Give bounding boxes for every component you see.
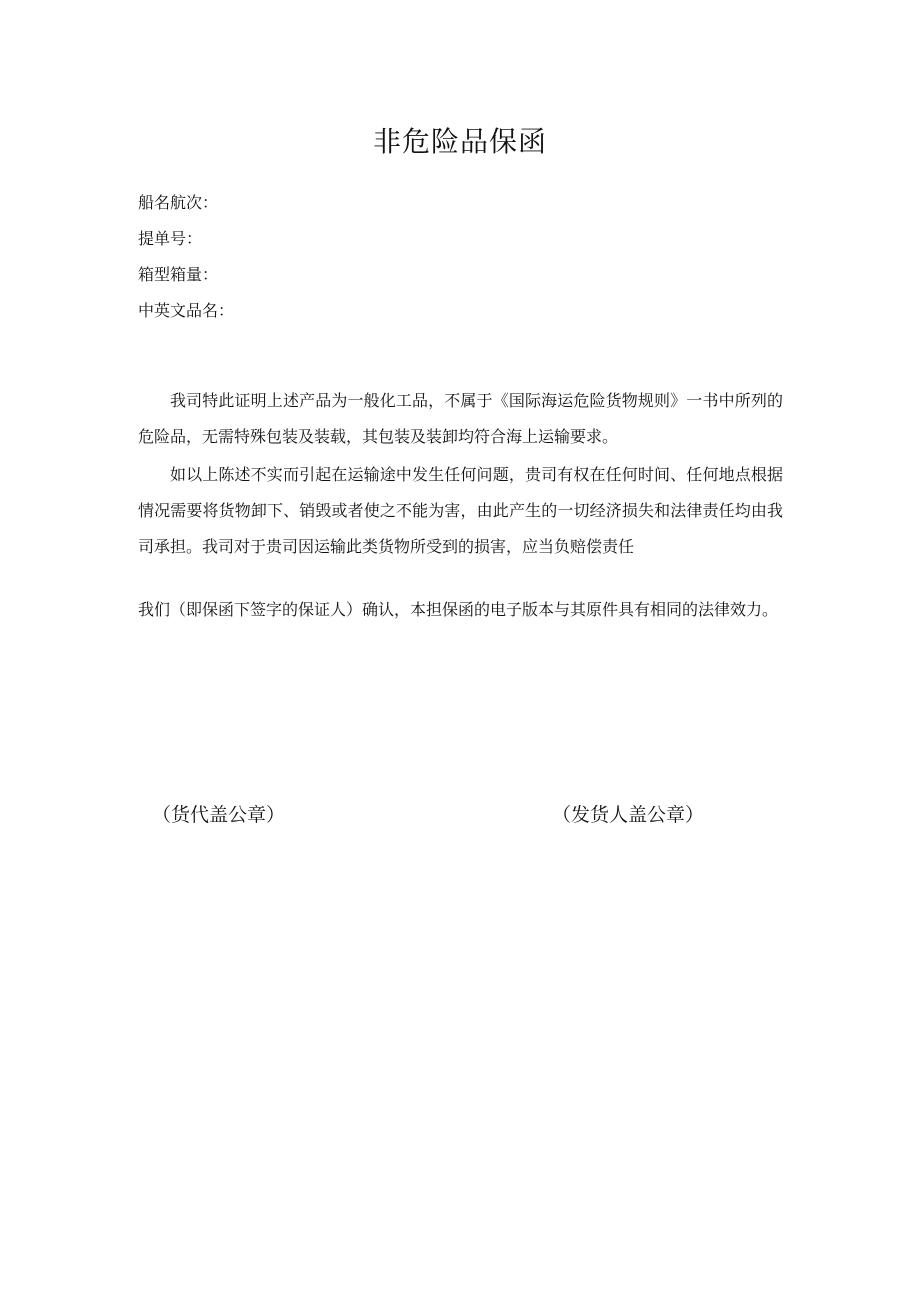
paragraph-electronic-validity: 我们（即保函下签字的保证人）确认，本担保函的电子版本与其原件具有相同的法律效力。 — [138, 600, 779, 619]
paragraph-declaration: 我司特此证明上述产品为一般化工品，不属于《国际海运危险货物规则》一书中所列的危险品，无需特殊包装及装载，其包装及装卸均符合海上运输要求。 — [138, 391, 783, 446]
field-container-type-qty: 箱型箱量： — [138, 265, 219, 284]
paragraph-liability: 如以上陈述不实而引起在运输途中发生任何问题，贵司有权在任何时间、任何地点根据情况需要将货物卸下、销毁或者使之不能为害，由此产生的一切经济损失和法律责任均由我司承担。我司对于贵司因运输此类货物所受到的损害，应当负赔偿责任 — [138, 465, 783, 556]
field-bill-of-lading: 提单号： — [138, 229, 203, 248]
page-title: 非危险品保函 — [372, 125, 547, 158]
shipment-fields — [138, 192, 798, 336]
shipper-seal-label: （发货人盖公章） — [552, 804, 705, 826]
field-product-name: 中英文品名： — [138, 301, 235, 320]
forwarder-seal-label: （货代盖公章） — [152, 804, 286, 826]
field-vessel-voyage: 船名航次： — [138, 193, 219, 212]
